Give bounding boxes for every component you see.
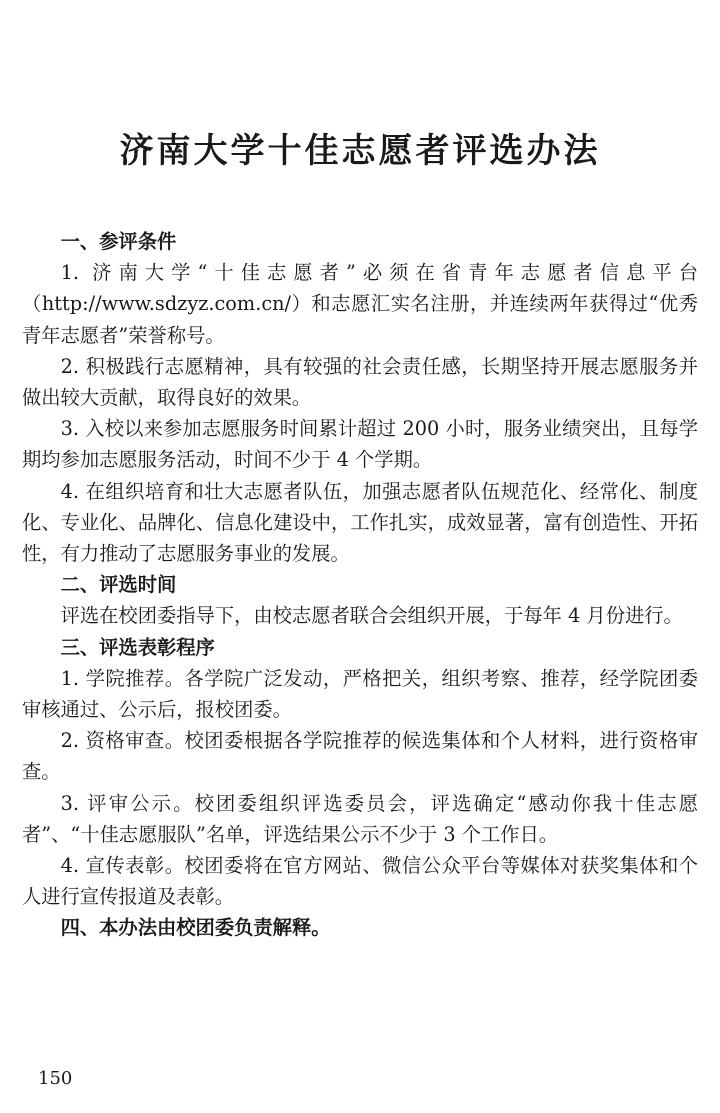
document-body bbox=[22, 226, 698, 944]
section-heading-selection-time: 二、评选时间 bbox=[60, 573, 177, 597]
paragraph: 1. 学院推荐。各学院广泛发动，严格把关，组织考察、推荐，经学院团委审核通过、公示后，报校团委。 bbox=[22, 666, 698, 722]
section-heading-eligibility: 一、参评条件 bbox=[60, 230, 177, 253]
document-title: 济南大学十佳志愿者评选办法 bbox=[119, 130, 601, 171]
paragraph: 2. 积极践行志愿精神，具有较强的社会责任感，长期坚持开展志愿服务并做出较大贡献，取得良好的效果。 bbox=[22, 354, 698, 410]
paragraph: 4. 宣传表彰。校团委将在官方网站、微信公众平台等媒体对获奖集体和个人进行宣传报道及表彰。 bbox=[22, 854, 698, 909]
paragraph: 2. 资格审查。校团委根据各学院推荐的候选集体和个人材料，进行资格审查。 bbox=[22, 729, 698, 784]
section-heading-procedure: 三、评选表彰程序 bbox=[60, 635, 215, 659]
paragraph: 3. 评审公示。校团委组织评选委员会，评选确定“感动你我十佳志愿者”、“十佳志愿服队”名单，评选结果公示不少于 3 个工作日。 bbox=[22, 791, 698, 846]
paragraph: 4. 在组织培育和壮大志愿者队伍，加强志愿者队伍规范化、经常化、制度化、专业化、品牌化、信息化建设中，工作扎实，成效显著，富有创造性、开拓性，有力推动了志愿服务事业的发展。 bbox=[22, 479, 698, 566]
paragraph: 评选在校团委指导下，由校志愿者联合会组织开展，于每年 4 月份进行。 bbox=[60, 604, 683, 628]
section-heading-interpretation: 四、本办法由校团委负责解释。 bbox=[60, 916, 331, 940]
paragraph: 3. 入校以来参加志愿服务时间累计超过 200 小时，服务业绩突出，且每学期均参加志愿服务活动，时间不少于 4 个学期。 bbox=[22, 417, 698, 472]
page-number: 150 bbox=[38, 1068, 73, 1089]
paragraph: 1. 济南大学“十佳志愿者”必须在省青年志愿者信息平台（http://www.sdzyz.com.cn/）和志愿汇实名注册，并连续两年获得过“优秀青年志愿者”荣誉称号。 bbox=[22, 261, 698, 347]
